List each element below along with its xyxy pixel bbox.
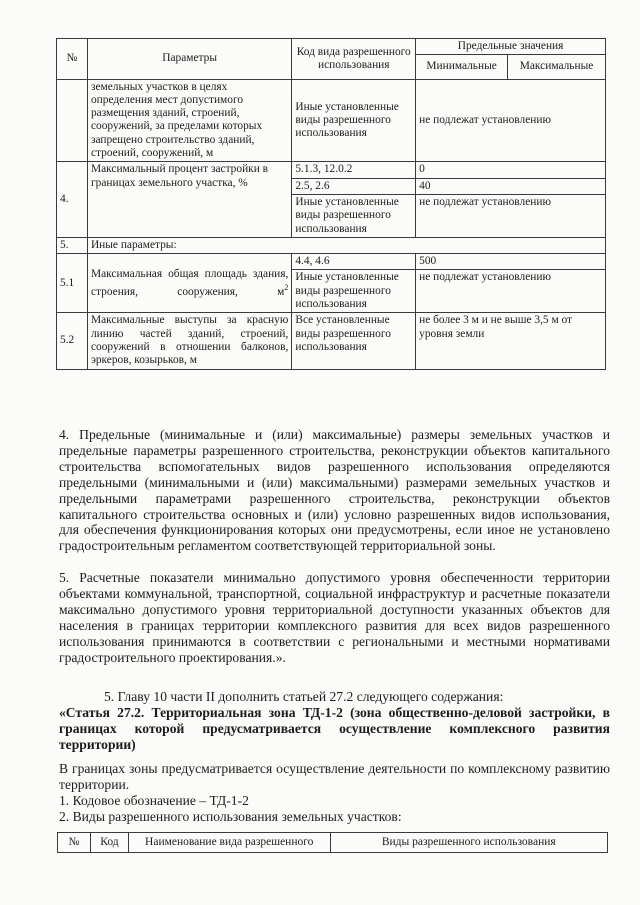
code-cell: 5.1.3, 12.0.2 (292, 162, 416, 178)
code-cell: Все установленные виды разрешенного использования (292, 313, 416, 369)
article-heading: «Статья 27.2. Территориальная зона ТД-1-2 (зона общественно-деловой застройки, в границах которой предусматривается осуществление комплексного развития территории) (59, 705, 610, 752)
code-cell: 2.5, 2.6 (292, 178, 416, 194)
param-cell: Максимальные выступы за красную линию частей зданий, строений, сооружений в отношении балконов, эркеров, козырьков, м (87, 313, 291, 369)
code-cell: Иные установленные виды разрешенного использования (292, 194, 416, 237)
value-cell: не более 3 м и не выше 3,5 м от уровня земли (416, 313, 606, 369)
header-name: Наименование вида разрешенного (128, 833, 330, 853)
row-num: 4. (57, 162, 88, 237)
table-row (57, 313, 606, 369)
header-max: Максимальные (508, 55, 606, 79)
value-cell: 500 (416, 254, 606, 270)
value-cell: не подлежат установлению (416, 194, 606, 237)
value-cell: 40 (416, 178, 606, 194)
row-num: 5.2 (57, 313, 88, 369)
header-num: № (57, 39, 88, 80)
header-min: Минимальные (416, 55, 508, 79)
param-cell: Максимальный процент застройки в границах земельного участка, % (87, 162, 291, 237)
table-row (57, 79, 606, 162)
code-cell: Иные установленные виды разрешенного использования (292, 270, 416, 313)
header-code: Код вида разрешенного использования (292, 39, 416, 80)
param-superscript: 2 (284, 282, 289, 292)
header-params: Параметры (87, 39, 291, 80)
paragraph-zone: В границах зоны предусматривается осуществление деятельности по комплексному развитию территории. (59, 761, 610, 792)
paragraph-code-designation: 1. Кодовое обозначение – ТД-1-2 (59, 793, 249, 808)
table-header-row (57, 39, 606, 55)
param-cell (87, 254, 291, 313)
row-num: 5.1 (57, 254, 88, 313)
value-cell: 0 (416, 162, 606, 178)
header-types: Виды разрешенного использования (330, 833, 607, 853)
table-header-row (58, 833, 608, 853)
table-row (57, 162, 606, 178)
table-row (57, 254, 606, 270)
paragraph-chapter-amendment: 5. Главу 10 части II дополнить статьей 27.2 следующего содержания: (104, 689, 504, 704)
code-cell: Иные установленные виды разрешенного использования (292, 79, 416, 162)
paragraph-5: 5. Расчетные показатели минимально допустимого уровня обеспеченности территории объектами коммунальной, транспортной, социальной инфраструктур и расчетные показатели максимально допустимого уровня территориальной доступности указанных объектов для населения в границах территории комплексного развития для всех видов разрешенного использования принимаются в соответствии с региональными и местными нормативами градостроительного проектирования.». (59, 570, 610, 665)
section-label: Иные параметры: (87, 237, 605, 253)
paragraph-permitted-uses: 2. Виды разрешенного использования земельных участков: (59, 809, 402, 824)
value-cell: не подлежат установлению (416, 270, 606, 313)
paragraph-4: 4. Предельные (минимальные и (или) максимальные) размеры земельных участков и предельные параметры разрешенного строительства, реконструкции объектов капитального строительства вспомогательных видов разрешенного использования определяются предельными (минимальными и (или) максимальными) размерами земельных участков и предельными параметрами разрешенного строительства, реконструкции объектов капитального строительства основных и (или) условно разрешенных видов использования, для обеспечения функционирования которых они предусмотрены, если иное не установлено градостроительным регламентом соответствующей территориальной зоны. (59, 427, 610, 554)
code-cell: 4.4, 4.6 (292, 254, 416, 270)
param-cell: земельных участков в целях определения мест допустимого размещения зданий, строений, сооружений, за пределами которых запрещено строительство зданий, строений, сооружений, м (87, 79, 291, 162)
param-text: Максимальная общая площадь здания, строения, сооружения, м (90, 267, 289, 298)
row-num-empty (57, 79, 88, 162)
value-cell: не подлежат установлению (416, 79, 606, 162)
table-row (57, 237, 606, 253)
header-limits: Предельные значения (416, 39, 606, 55)
permitted-uses-table (57, 832, 608, 853)
header-num: № (58, 833, 91, 853)
row-num: 5. (57, 237, 88, 253)
parameters-table (56, 38, 606, 370)
header-code: Код (90, 833, 128, 853)
